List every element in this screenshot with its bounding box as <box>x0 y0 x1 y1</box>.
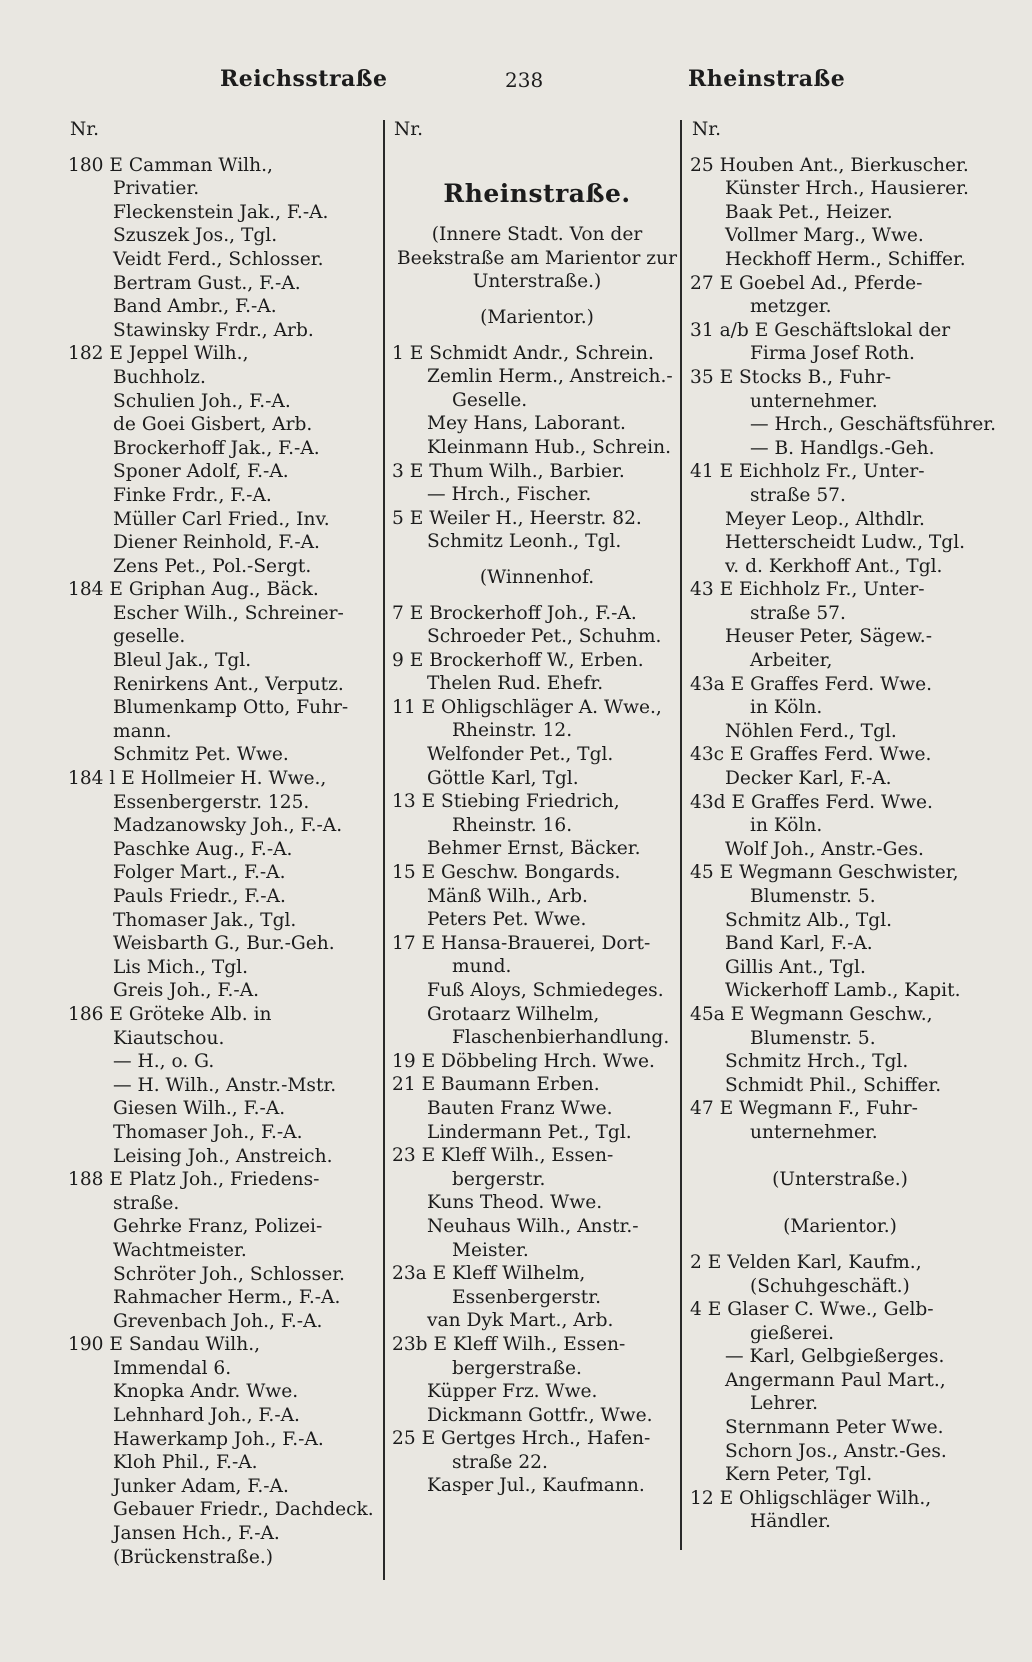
resident-line: Lindermann Pet., Tgl. <box>427 1121 632 1143</box>
resident-line: Diener Reinhold, F.-A. <box>113 532 320 554</box>
resident-line: Lehrer. <box>750 1393 818 1415</box>
resident-line: Schroeder Pet., Schuhm. <box>427 626 662 648</box>
resident-line: Neuhaus Wilh., Anstr.- <box>427 1215 639 1237</box>
resident-line: Madzanowsky Joh., F.-A. <box>113 815 343 837</box>
resident-line: — H., o. G. <box>113 1051 215 1073</box>
house-entry: 3 E Thum Wilh., Barbier. <box>392 460 625 482</box>
resident-line: straße 57. <box>750 602 846 624</box>
header-street-left: Reichsstraße <box>220 66 388 92</box>
house-entry: 13 E Stiebing Friedrich, <box>392 791 620 813</box>
house-entry: 23 E Kleff Wilh., Essen- <box>392 1145 614 1167</box>
resident-line: gießerei. <box>750 1322 835 1344</box>
house-entry: 1 E Schmidt Andr., Schrein. <box>392 342 654 364</box>
house-entry: 27 E Goebel Ad., Pferde- <box>690 272 923 294</box>
house-entry: 43d E Graffes Ferd. Wwe. <box>690 791 933 813</box>
house-entry: 184 l E Hollmeier H. Wwe., <box>68 768 327 790</box>
resident-line: Händler. <box>750 1511 831 1533</box>
resident-line: Heckhoff Herm., Schiffer. <box>725 248 966 270</box>
resident-line: Band Ambr., F.-A. <box>113 296 277 318</box>
section-note: (Marientor.) <box>480 306 594 328</box>
house-entry: 45 E Wegmann Geschwister, <box>690 862 959 884</box>
resident-line: Privatier. <box>113 178 200 200</box>
resident-line: unternehmer. <box>750 390 878 412</box>
resident-line: Bleul Jak., Tgl. <box>113 650 252 672</box>
house-entry: 21 E Baumann Erben. <box>392 1074 600 1096</box>
house-entry: 180 E Camman Wilh., <box>68 154 273 176</box>
resident-line: de Goei Gisbert, Arb. <box>113 414 313 436</box>
resident-line: Sponer Adolf, F.-A. <box>113 461 289 483</box>
resident-line: Giesen Wilh., F.-A. <box>113 1098 286 1120</box>
section-note: (Unterstraße.) <box>772 1169 908 1191</box>
resident-line: Nöhlen Ferd., Tgl. <box>725 720 897 742</box>
resident-line: Arbeiter, <box>750 650 833 672</box>
header-street-right: Rheinstraße <box>688 66 846 92</box>
directory-column-2 <box>392 118 682 1498</box>
resident-line: Meister. <box>452 1239 529 1261</box>
resident-line: Geselle. <box>452 389 528 411</box>
resident-line: Schröter Joh., Schlosser. <box>113 1263 345 1285</box>
house-entry: 12 E Ohligschläger Wilh., <box>690 1487 932 1509</box>
spacer <box>68 142 380 154</box>
resident-line: Hawerkamp Joh., F.-A. <box>113 1428 324 1450</box>
resident-line: Zens Pet., Pol.-Sergt. <box>113 555 312 577</box>
resident-line: Escher Wilh., Schreiner- <box>113 602 344 624</box>
spacer <box>690 1239 990 1251</box>
spacer <box>690 1145 990 1169</box>
section-note: Unterstraße.) <box>472 271 602 293</box>
house-entry: 23a E Kleff Wilhelm, <box>392 1263 586 1285</box>
column-divider-1 <box>383 120 385 1580</box>
resident-line: Behmer Ernst, Bäcker. <box>427 838 641 860</box>
resident-line: Zemlin Herm., Anstreich.- <box>427 366 673 388</box>
resident-line: v. d. Kerkhoff Ant., Tgl. <box>725 555 943 577</box>
resident-line: mann. <box>113 720 172 742</box>
spacer <box>392 590 682 602</box>
resident-line: Decker Karl, F.-A. <box>725 768 892 790</box>
house-entry: 4 E Glaser C. Wwe., Gelb- <box>690 1299 934 1321</box>
resident-line: Wolf Joh., Anstr.-Ges. <box>725 838 924 860</box>
resident-line: Firma Josef Roth. <box>750 343 915 365</box>
resident-line: Immendal 6. <box>113 1357 232 1379</box>
house-entry: 23b E Kleff Wilh., Essen- <box>392 1333 626 1355</box>
resident-line: Band Karl, F.-A. <box>725 933 873 955</box>
resident-line: Schorn Jos., Anstr.-Ges. <box>725 1440 947 1462</box>
resident-line: Meyer Leop., Althdlr. <box>725 508 925 530</box>
column-heading-nr: Nr. <box>394 119 424 140</box>
spacer <box>392 294 682 306</box>
resident-line: Mänß Wilh., Arb. <box>427 885 588 907</box>
resident-line: — Hrch., Geschäftsführer. <box>750 414 996 436</box>
house-entry: 19 E Döbbeling Hrch. Wwe. <box>392 1050 655 1072</box>
resident-line: — Hrch., Fischer. <box>427 484 592 506</box>
resident-line: Peters Pet. Wwe. <box>427 909 587 931</box>
resident-line: Buchholz. <box>113 366 206 388</box>
house-entry: 25 Houben Ant., Bierkuscher. <box>690 154 969 176</box>
resident-line: Müller Carl Fried., Inv. <box>113 508 330 530</box>
house-entry: 9 E Brockerhoff W., Erben. <box>392 649 644 671</box>
resident-line: Grevenbach Joh., F.-A. <box>113 1310 323 1332</box>
spacer <box>392 142 682 166</box>
resident-line: Essenbergerstr. <box>452 1286 601 1308</box>
resident-line: Kasper Jul., Kaufmann. <box>427 1475 645 1497</box>
house-entry: 11 E Ohligschläger A. Wwe., <box>392 696 662 718</box>
resident-line: — Karl, Gelbgießerges. <box>725 1346 945 1368</box>
house-entry: 188 E Platz Joh., Friedens- <box>68 1169 320 1191</box>
resident-line: Hetterscheidt Ludw., Tgl. <box>725 532 966 554</box>
house-entry: 41 E Eichholz Fr., Unter- <box>690 461 925 483</box>
resident-line: Schmitz Hrch., Tgl. <box>725 1051 909 1073</box>
resident-line: Grotaarz Wilhelm, <box>427 1003 600 1025</box>
resident-line: straße 22. <box>452 1451 548 1473</box>
resident-line: van Dyk Mart., Arb. <box>427 1310 614 1332</box>
resident-line: Bertram Gust., F.-A. <box>113 272 301 294</box>
resident-line: Schmitz Pet. Wwe. <box>113 744 289 766</box>
section-title: Rheinstraße. <box>443 179 631 209</box>
house-entry: 184 E Griphan Aug., Bäck. <box>68 579 319 601</box>
resident-line: Brockerhoff Jak., F.-A. <box>113 437 320 459</box>
section-note: (Marientor.) <box>783 1216 897 1238</box>
house-entry: 25 E Gertges Hrch., Hafen- <box>392 1428 651 1450</box>
resident-line: Greis Joh., F.-A. <box>113 980 260 1002</box>
resident-line: Kern Peter, Tgl. <box>725 1464 873 1486</box>
resident-line: Kuns Theod. Wwe. <box>427 1192 603 1214</box>
resident-line: mund. <box>452 956 512 978</box>
resident-line: Fuß Aloys, Schmiedeges. <box>427 980 664 1001</box>
house-entry: 7 E Brockerhoff Joh., F.-A. <box>392 602 637 624</box>
resident-line: Gillis Ant., Tgl. <box>725 956 866 978</box>
resident-line: Folger Mart., F.-A. <box>113 862 286 884</box>
house-entry: 31 a/b E Geschäftslokal der <box>690 319 951 341</box>
house-entry: 43c E Graffes Ferd. Wwe. <box>690 744 932 766</box>
resident-line: Rheinstr. 12. <box>452 720 573 742</box>
section-note: (Innere Stadt. Von der <box>431 224 643 246</box>
resident-line: Künster Hrch., Hausierer. <box>725 178 969 200</box>
column-heading-nr: Nr. <box>70 119 100 140</box>
resident-line: Schmitz Leonh., Tgl. <box>427 531 622 553</box>
resident-line: Jansen Hch., F.-A. <box>113 1523 280 1545</box>
resident-line: Lehnhard Joh., F.-A. <box>113 1405 300 1427</box>
section-note: (Winnenhof. <box>479 566 595 588</box>
resident-line: Schulien Joh., F.-A. <box>113 390 291 412</box>
house-entry: 2 E Velden Karl, Kaufm., <box>690 1251 922 1273</box>
resident-line: in Köln. <box>750 815 823 837</box>
resident-line: Flaschenbierhandlung. <box>452 1027 670 1049</box>
resident-line: unternehmer. <box>750 1121 878 1143</box>
resident-line: — H. Wilh., Anstr.-Mstr. <box>113 1074 337 1096</box>
spacer <box>690 1192 990 1216</box>
resident-line: Wachtmeister. <box>113 1239 247 1261</box>
resident-line: Leising Joh., Anstreich. <box>113 1145 333 1167</box>
resident-line: Rheinstr. 16. <box>452 814 573 836</box>
directory-column-1 <box>68 118 380 1569</box>
resident-line: Thomaser Joh., F.-A. <box>113 1121 303 1143</box>
resident-line: Wickerhoff Lamb., Kapit. <box>725 980 961 1002</box>
spacer <box>392 554 682 566</box>
resident-line: bergerstr. <box>452 1168 546 1190</box>
section-note: Beekstraße am Marientor zur <box>397 247 677 269</box>
resident-line: Dickmann Gottfr., Wwe. <box>427 1404 653 1426</box>
house-entry: 5 E Weiler H., Heerstr. 82. <box>392 507 642 529</box>
resident-line: Kloh Phil., F.-A. <box>113 1452 258 1474</box>
resident-line: Sternmann Peter Wwe. <box>725 1417 944 1439</box>
spacer <box>392 211 682 223</box>
resident-line: Kleinmann Hub., Schrein. <box>427 436 672 458</box>
resident-line: Baak Pet., Heizer. <box>725 201 893 223</box>
page-number: 238 <box>505 68 544 92</box>
resident-line: Bauten Franz Wwe. <box>427 1097 613 1119</box>
resident-line: Heuser Peter, Sägew.- <box>725 626 932 648</box>
resident-line: Junker Adam, F.-A. <box>113 1475 289 1497</box>
resident-line: Essenbergerstr. 125. <box>113 791 310 813</box>
resident-line: Blumenstr. 5. <box>750 1027 876 1049</box>
resident-line: Gehrke Franz, Polizei- <box>113 1216 323 1238</box>
resident-line: straße. <box>113 1192 180 1214</box>
house-entry: 43a E Graffes Ferd. Wwe. <box>690 673 933 695</box>
page-header <box>0 66 1032 98</box>
house-entry: 190 E Sandau Wilh., <box>68 1334 261 1356</box>
house-entry: 182 E Jeppel Wilh., <box>68 343 249 365</box>
resident-line: Weisbarth G., Bur.-Geh. <box>113 933 335 955</box>
resident-line: straße 57. <box>750 484 846 506</box>
column-heading-nr: Nr. <box>692 119 722 140</box>
resident-line: (Brückenstraße.) <box>113 1546 274 1568</box>
resident-line: Göttle Karl, Tgl. <box>427 767 579 789</box>
spacer <box>690 142 990 154</box>
resident-line: Stawinsky Frdr., Arb. <box>113 319 314 341</box>
resident-line: Paschke Aug., F.-A. <box>113 838 293 860</box>
resident-line: Knopka Andr. Wwe. <box>113 1381 299 1403</box>
resident-line: Fleckenstein Jak., F.-A. <box>113 201 329 223</box>
resident-line: Küpper Frz. Wwe. <box>427 1381 598 1403</box>
resident-line: (Schuhgeschäft.) <box>750 1275 910 1297</box>
resident-line: Szuszek Jos., Tgl. <box>113 225 278 247</box>
resident-line: Blumenkamp Otto, Fuhr- <box>113 697 349 719</box>
house-entry: 186 E Gröteke Alb. in <box>68 1003 272 1025</box>
house-entry: 43 E Eichholz Fr., Unter- <box>690 579 925 601</box>
house-entry: 45a E Wegmann Geschw., <box>690 1003 933 1025</box>
resident-line: Gebauer Friedr., Dachdeck. <box>113 1499 374 1521</box>
resident-line: Kiautschou. <box>113 1027 225 1049</box>
resident-line: Veidt Ferd., Schlosser. <box>113 248 324 270</box>
resident-line: geselle. <box>113 626 186 648</box>
resident-line: Rahmacher Herm., F.-A. <box>113 1287 341 1309</box>
house-entry: 15 E Geschw. Bongards. <box>392 862 621 884</box>
resident-line: Thomaser Jak., Tgl. <box>113 909 297 931</box>
resident-line: Schmidt Phil., Schiffer. <box>725 1074 942 1096</box>
resident-line: bergerstraße. <box>452 1357 582 1379</box>
house-entry: 17 E Hansa-Brauerei, Dort- <box>392 932 651 954</box>
resident-line: Finke Frdr., F.-A. <box>113 484 272 506</box>
resident-line: — B. Handlgs.-Geh. <box>750 437 935 459</box>
resident-line: Lis Mich., Tgl. <box>113 956 249 978</box>
resident-line: Vollmer Marg., Wwe. <box>725 225 924 247</box>
spacer <box>392 330 682 342</box>
resident-line: Angermann Paul Mart., <box>725 1369 946 1391</box>
spacer <box>392 165 682 177</box>
house-entry: 47 E Wegmann F., Fuhr- <box>690 1098 918 1120</box>
resident-line: Blumenstr. 5. <box>750 886 876 907</box>
resident-line: Welfonder Pet., Tgl. <box>427 744 614 766</box>
resident-line: Pauls Friedr., F.-A. <box>113 886 286 907</box>
house-entry: 35 E Stocks B., Fuhr- <box>690 366 892 388</box>
directory-column-3 <box>690 118 996 1534</box>
resident-line: Thelen Rud. Ehefr. <box>427 673 604 695</box>
resident-line: metzger. <box>750 296 832 318</box>
resident-line: Renirkens Ant., Verputz. <box>113 673 344 695</box>
resident-line: Schmitz Alb., Tgl. <box>725 909 893 931</box>
resident-line: Mey Hans, Laborant. <box>427 413 626 435</box>
resident-line: in Köln. <box>750 697 823 719</box>
